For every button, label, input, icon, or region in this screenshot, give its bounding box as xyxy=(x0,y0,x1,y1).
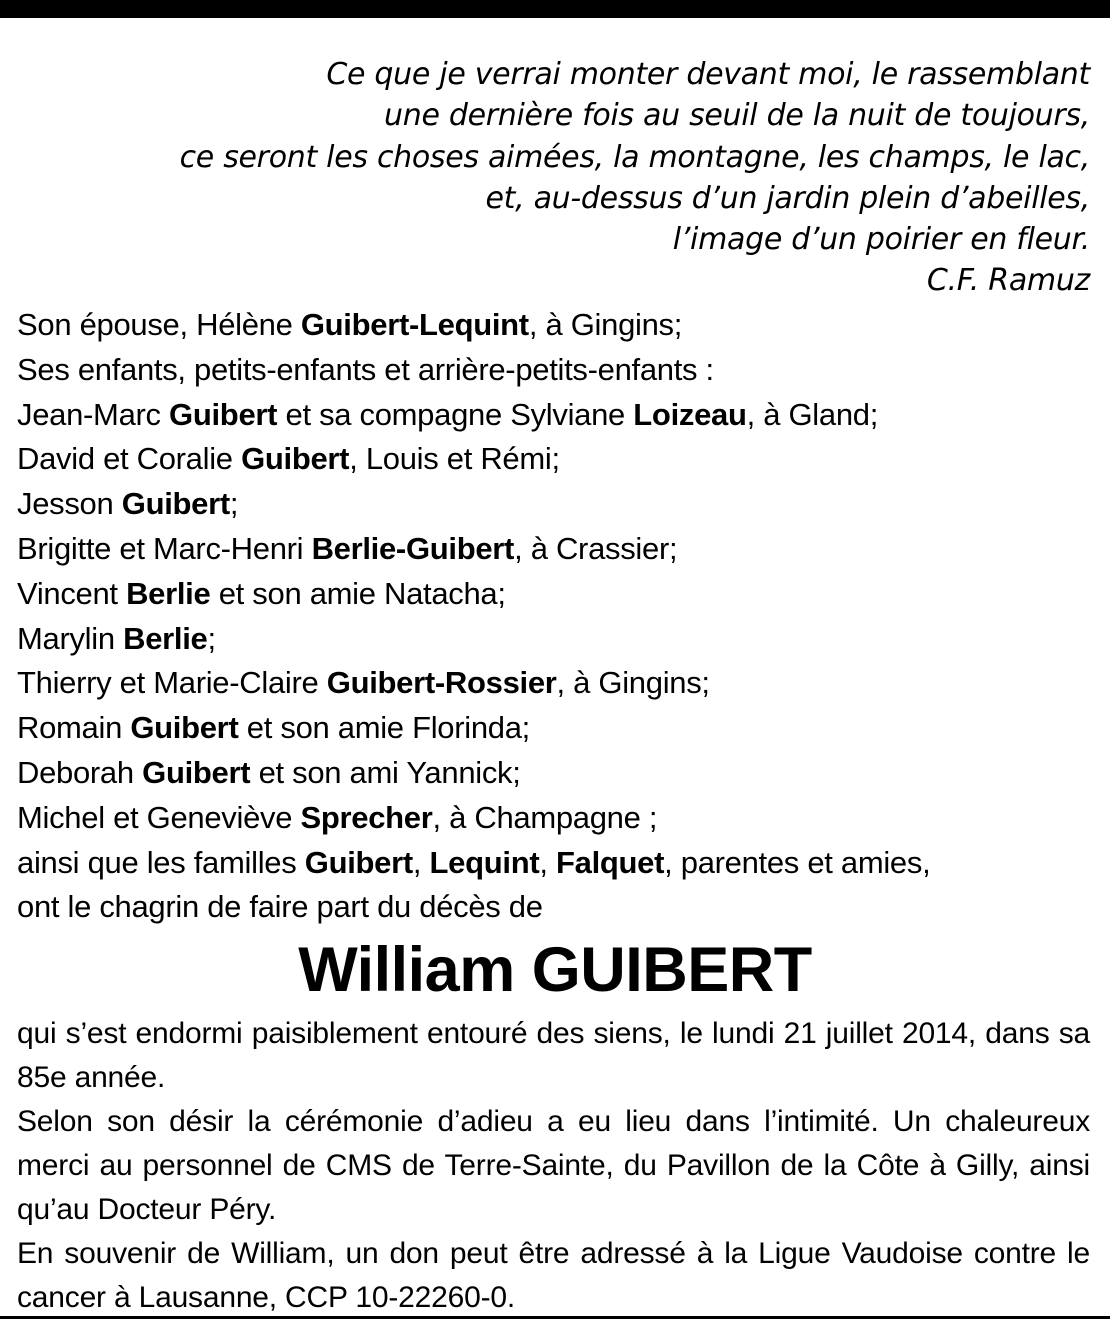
family-text: et son amie Florinda; xyxy=(238,710,530,746)
family-text: et son amie Natacha; xyxy=(210,575,506,611)
poem-line: et, au-dessus d’un jardin plein d’abeilles, xyxy=(485,180,1090,216)
family-text: et son ami Yannick; xyxy=(250,754,521,790)
family-surname: Falquet xyxy=(556,844,665,880)
family-text: ainsi que les familles xyxy=(17,844,305,880)
family-surname: Berlie xyxy=(123,620,208,656)
family-text: Jean-Marc xyxy=(17,396,170,432)
family-text: , xyxy=(412,844,430,880)
family-text: Deborah xyxy=(17,754,143,790)
family-line xyxy=(17,661,1097,706)
family-line xyxy=(17,303,1097,348)
family-list xyxy=(17,303,1097,930)
poem-line: une dernière fois au seuil de la nuit de toujours, xyxy=(384,98,1090,134)
family-text: David et Coralie xyxy=(17,441,242,477)
family-text: , à Champagne ; xyxy=(432,799,658,835)
family-text: Marylin xyxy=(17,620,124,656)
family-text: , parentes et amies, xyxy=(664,844,931,880)
family-line xyxy=(17,348,1097,393)
family-text: Thierry et Marie-Claire xyxy=(17,665,327,701)
family-text: et sa compagne Sylviane xyxy=(277,396,634,432)
family-text: ont le chagrin de faire part du décès de xyxy=(17,889,543,925)
family-surname: Guibert xyxy=(142,754,251,790)
family-line xyxy=(17,572,1097,617)
poem-line: l’image d’un poirier en fleur. xyxy=(672,222,1090,258)
family-text: Jesson xyxy=(17,486,122,522)
poem-line: ce seront les choses aimées, la montagne, les champs, le lac, xyxy=(179,139,1090,175)
family-line xyxy=(17,796,1097,841)
family-text: Brigitte et Marc-Henri xyxy=(17,530,312,566)
family-text: Vincent xyxy=(17,575,127,611)
family-surname: Berlie xyxy=(126,575,211,611)
paragraph-ceremony: Selon son désir la cérémonie d’adieu a eu lieu dans l’intimité. Un chaleureux merci au personnel de CMS de Terre-Sainte, du Pavillon de la Côte à Gilly, ainsi qu’au Docteur Péry. xyxy=(17,1105,1090,1226)
family-text: Michel et Geneviève xyxy=(17,799,301,835)
family-text: ; xyxy=(229,486,239,522)
family-surname: Guibert xyxy=(241,441,350,477)
family-line xyxy=(17,706,1097,751)
poem-author: C.F. Ramuz xyxy=(926,263,1090,299)
family-surname: Guibert xyxy=(304,844,413,880)
family-surname: Guibert xyxy=(130,710,239,746)
family-surname: Guibert-Lequint xyxy=(300,307,529,342)
family-text: , Louis et Rémi; xyxy=(349,441,560,477)
family-line xyxy=(17,527,1097,572)
family-text: Son épouse, Hélène xyxy=(17,307,301,342)
poem-quote xyxy=(100,54,1090,302)
family-text: , à Gland; xyxy=(746,396,879,432)
family-text: , à Crassier; xyxy=(514,530,678,566)
top-rule xyxy=(0,0,1110,18)
family-text: , à Gingins; xyxy=(528,307,683,342)
poem-line: Ce que je verrai monter devant moi, le rassemblant xyxy=(326,57,1090,92)
family-line xyxy=(17,885,1097,930)
family-text: Romain xyxy=(17,710,131,746)
family-surname: Guibert xyxy=(121,486,230,522)
family-line xyxy=(17,393,1097,438)
family-line xyxy=(17,841,1097,886)
family-surname: Berlie-Guibert xyxy=(311,530,515,566)
family-surname: Sprecher xyxy=(300,799,433,835)
family-line xyxy=(17,617,1097,662)
deceased-name: William GUIBERT xyxy=(298,935,812,1005)
family-surname: Loizeau xyxy=(633,396,747,432)
family-line xyxy=(17,437,1097,482)
bottom-rule xyxy=(0,1316,1110,1319)
family-text: , xyxy=(539,844,556,880)
family-line xyxy=(17,482,1097,527)
paragraph-death: qui s’est endormi paisiblement entouré des siens, le lundi 21 juillet 2014, dans sa 85e année. xyxy=(17,1017,1090,1094)
announcement-text xyxy=(17,1012,1090,1320)
family-surname: Guibert-Rossier xyxy=(326,665,557,701)
family-text: , à Gingins; xyxy=(556,665,710,701)
paragraph-donation: En souvenir de William, un don peut être adressé à la Ligue Vaudoise contre le cancer à Lausanne, CCP 10-22260-0. xyxy=(17,1237,1090,1314)
family-line xyxy=(17,751,1097,796)
family-text: Ses enfants, petits-enfants et arrière-petits-enfants : xyxy=(17,351,714,387)
family-surname: Lequint xyxy=(429,844,540,880)
family-text: ; xyxy=(207,620,216,656)
family-surname: Guibert xyxy=(169,396,278,432)
